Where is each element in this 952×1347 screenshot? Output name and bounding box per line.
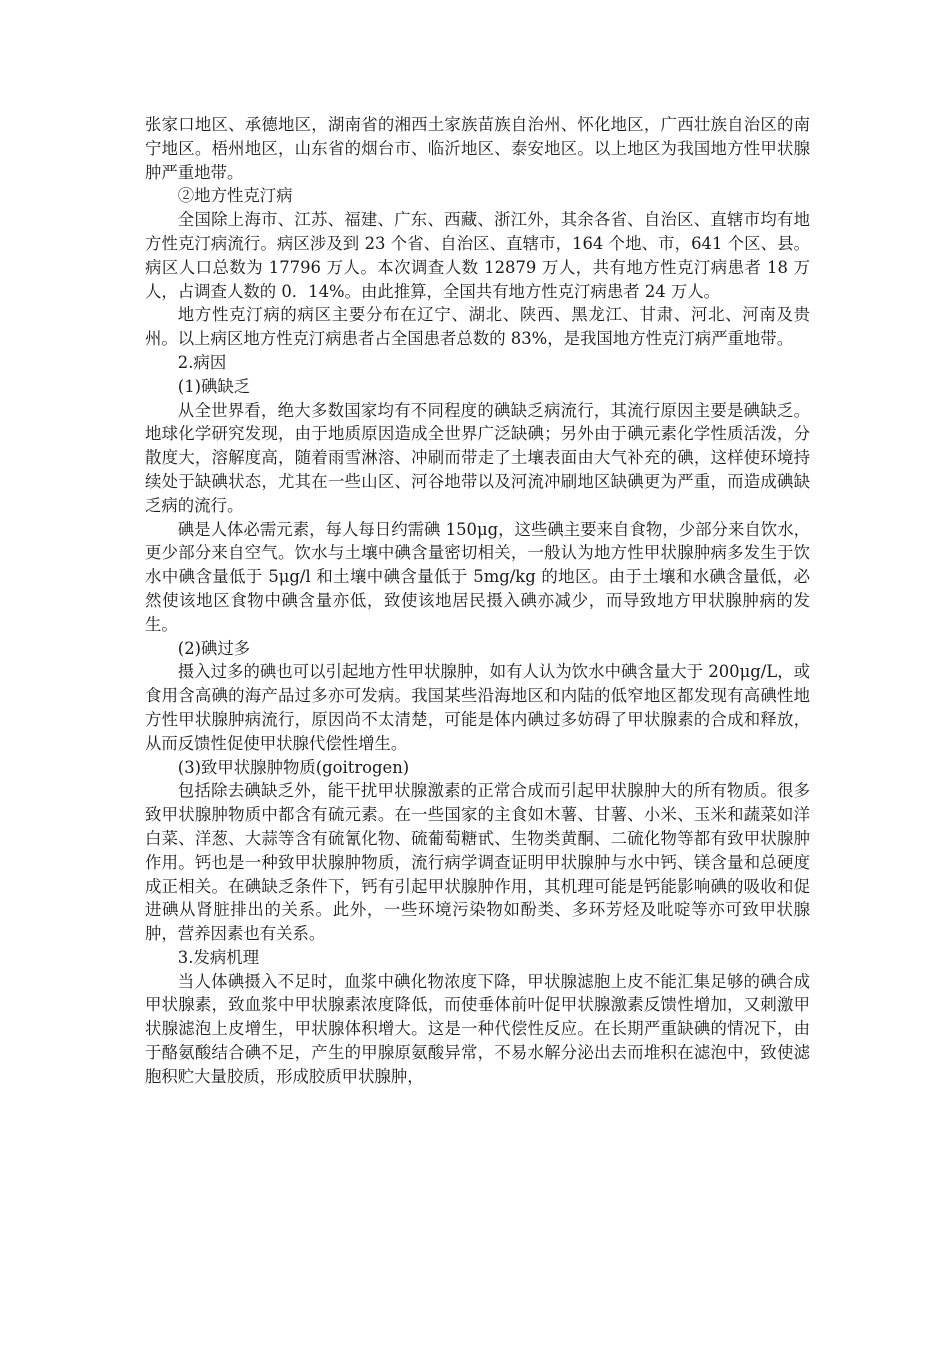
paragraph-iodine-excess: 摄入过多的碘也可以引起地方性甲状腺肿，如有人认为饮水中碘含量大于 200μg/L，或食用含高碘的海产品过多亦可发病。我国某些沿海地区和内陆的低窄地区都发现有高碘性地方性甲状腺肿病流行，原因尚不太清楚，可能是体内碘过多妨碍了甲状腺素的合成和释放，从而反馈性促使甲状腺代偿性增生。 bbox=[145, 662, 810, 753]
heading-endemic-cretinism: ②地方性克汀病 bbox=[177, 186, 293, 206]
paragraph-iodine-deficiency-causes: 从全世界看，绝大多数国家均有不同程度的碘缺乏病流行，其流行原因主要是碘缺乏。地球化学研究发现，由于地质原因造成全世界广泛缺碘；另外由于碘元素化学性质活泼，分散度大，溶解度高，随着雨雪淋溶、冲刷而带走了土壤表面由大气补充的碘，这样使环境持续处于缺碘状态，尤其在一些山区、河谷地带以及河流冲刷地区缺碘更为严重，而造成碘缺乏病的流行。 bbox=[145, 400, 810, 515]
paragraph-goitrogen: 包括除去碘缺乏外，能干扰甲状腺激素的正常合成而引起甲状腺肿大的所有物质。很多致甲状腺肿物质中都含有硫元素。在一些国家的主食如木薯、甘薯、小米、玉米和蔬菜如洋白菜、洋葱、大蒜等含有硫氰化物、硫葡萄糖甙、生物类黄酮、二硫化物等都有致甲状腺肿作用。钙也是一种致甲状腺肿物质，流行病学调查证明甲状腺肿与水中钙、镁含量和总硬度成正相关。在碘缺乏条件下，钙有引起甲状腺肿作用，其机理可能是钙能影响碘的吸收和促进碘从肾脏排出的关系。此外，一些环境污染物如酚类、多环芳烃及吡啶等亦可致甲状腺肿，营养因素也有关系。 bbox=[145, 781, 810, 944]
heading-iodine-excess: (2)碘过多 bbox=[177, 638, 251, 658]
paragraph-iodine-requirement: 碘是人体必需元素，每人每日约需碘 150μg，这些碘主要来自食物，少部分来自饮水，更少部分来自空气。饮水与土壤中碘含量密切相关，一般认为地方性甲状腺肿病多发生于饮水中碘含量低于 5μg/l 和土壤中碘含量低于 5mg/kg 的地区。由于土壤和水碘含量低，必然使该地区食物中碘含量亦低，致使该地居民摄入碘亦减少，而导致地方甲状腺肿病的发生。 bbox=[145, 519, 810, 634]
heading-goitrogen: (3)致甲状腺肿物质(goitrogen) bbox=[177, 757, 410, 777]
paragraph-cretinism-distribution: 地方性克汀病的病区主要分布在辽宁、湖北、陕西、黑龙江、甘肃、河北、河南及贵州。以上病区地方性克汀病患者占全国患者总数的 83%，是我国地方性克汀病严重地带。 bbox=[145, 305, 810, 349]
heading-iodine-deficiency: (1)碘缺乏 bbox=[177, 376, 251, 396]
paragraph-pathogenesis: 当人体碘摄入不足时，血浆中碘化物浓度下降，甲状腺滤胞上皮不能汇集足够的碘合成甲状腺素，致血浆中甲状腺素浓度降低，而使垂体前叶促甲状腺激素反馈性增加，又刺激甲状腺滤泡上皮增生，甲状腺体积增大。这是一种代偿性反应。在长期严重缺碘的情况下，由于酪氨酸结合碘不足，产生的甲腺原氨酸异常，不易水解分泌出去而堆积在滤泡中，致使滤胞积贮大量胶质，形成胶质甲状腺肿， bbox=[145, 971, 810, 1086]
document-page bbox=[145, 113, 810, 1089]
paragraph-cretinism-prevalence: 全国除上海市、江苏、福建、广东、西藏、浙江外，其余各省、自治区、直辖市均有地方性克汀病流行。病区涉及到 23 个省、自治区、直辖市，164 个地、市，641 个区、县。病区人口总数为 17796 万人。本次调查人数 12879 万人，共有地方性克汀病患者 18 万人，占调查人数的 0．14%。由此推算，全国共有地方性克汀病患者 24 万人。 bbox=[145, 210, 810, 301]
paragraph-goiter-regions: 张家口地区、承德地区，湖南省的湘西土家族苗族自治州、怀化地区，广西壮族自治区的南宁地区。梧州地区，山东省的烟台市、临沂地区、泰安地区。以上地区为我国地方性甲状腺肿严重地带。 bbox=[145, 115, 810, 182]
heading-etiology: 2.病因 bbox=[177, 352, 227, 372]
heading-pathogenesis: 3.发病机理 bbox=[177, 947, 259, 967]
